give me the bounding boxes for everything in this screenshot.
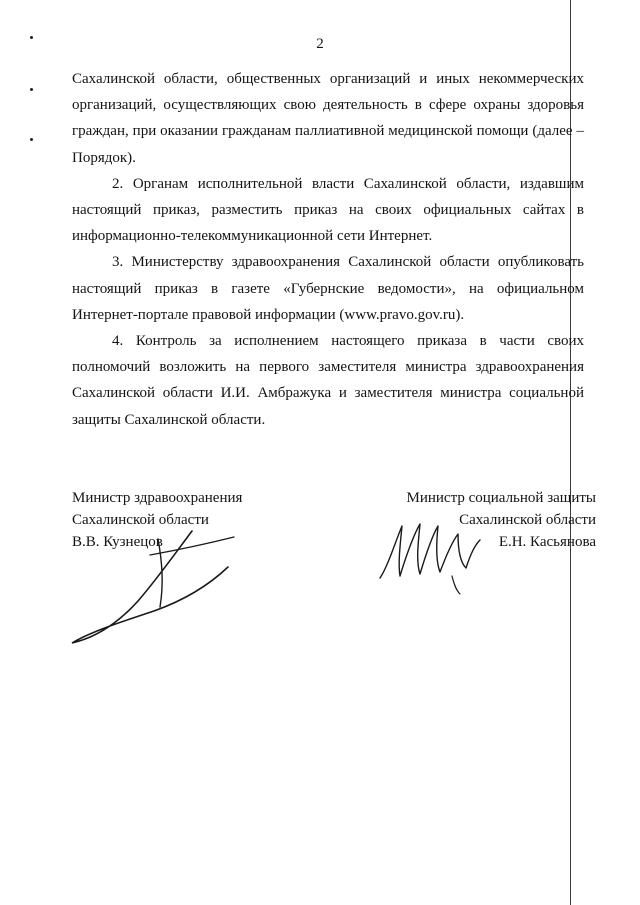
document-body: [72, 66, 584, 433]
scan-speck: [30, 138, 33, 141]
signatory-name: В.В. Кузнецов: [72, 534, 163, 550]
signatory-title: Министр социальной защиты: [406, 490, 596, 506]
signature-left-icon: [62, 525, 242, 650]
paragraph-4: 4. Контроль за исполнением настоящего приказа в части своих полномочий возложить на первого заместителя министра здравоохранения Сахалинской области И.И. Амбражука и заместителя министра социальной защиты Сахалинской области.: [72, 333, 584, 428]
page-number: 2: [316, 36, 324, 52]
signatory-title: Сахалинской области: [459, 512, 596, 528]
paragraph-3: 3. Министерству здравоохранения Сахалинской области опубликовать настоящий приказ в газете «Губернские ведомости», на официальном Интернет-портале правовой информации (www.pravo.gov.ru).: [72, 254, 584, 323]
signature-right-icon: [376, 516, 486, 596]
signatory-title: Сахалинской области: [72, 512, 209, 528]
signatory-name: Е.Н. Касьянова: [498, 534, 596, 550]
signatory-title: Министр здравоохранения: [72, 490, 243, 506]
paragraph-continuation: Сахалинской области, общественных организаций и иных некоммерческих организаций, осуществляющих свою деятельность в сфере охраны здоровья граждан, при оказании гражданам паллиативной медицинской помощи (далее – Порядок).: [72, 71, 584, 166]
paragraph-2: 2. Органам исполнительной власти Сахалинской области, издавшим настоящий приказ, разместить приказ на своих официальных сайтах в информационно-телекоммуникационной сети Интернет.: [72, 175, 584, 245]
scan-speck: [30, 88, 33, 91]
